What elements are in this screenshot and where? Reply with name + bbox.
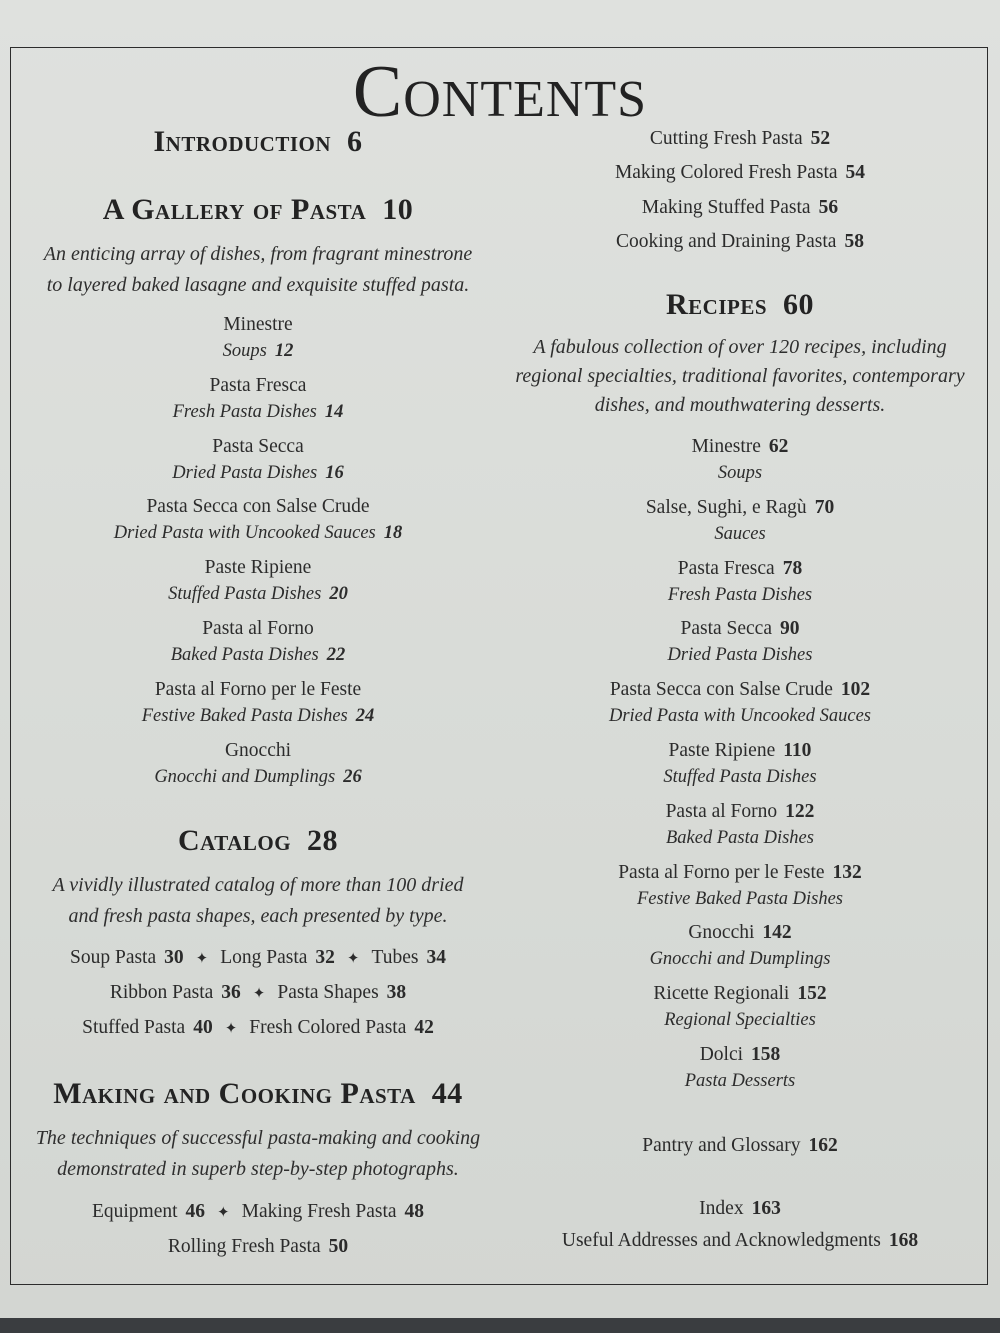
toc-row xyxy=(20,980,496,1007)
entry-subtitle: Festive Baked Pasta Dishes xyxy=(141,705,348,726)
section-title: Catalog xyxy=(177,824,292,857)
page-number: 30 xyxy=(164,947,184,968)
recipes-description xyxy=(510,333,970,420)
star-separator-icon: ✦ xyxy=(195,951,209,967)
page-number: 168 xyxy=(888,1230,919,1251)
page-number: 10 xyxy=(382,193,414,226)
entry-title: Gnocchi xyxy=(688,922,755,944)
entry-title: Minestre xyxy=(691,436,761,457)
description-line: A vividly illustrated catalog of more than 100 dried xyxy=(52,874,464,896)
entry-title: Pasta Fresca xyxy=(677,557,775,579)
star-separator-icon: ✦ xyxy=(224,1021,238,1037)
entry-subtitle-line xyxy=(20,399,496,425)
page-number: 102 xyxy=(840,679,871,701)
section-making xyxy=(20,1077,496,1111)
star-separator-icon: ✦ xyxy=(252,986,266,1002)
entry-subtitle-line xyxy=(20,703,496,729)
page-number: 70 xyxy=(814,496,835,518)
toc-entry xyxy=(510,677,970,729)
entry-subtitle-line xyxy=(510,703,970,729)
entry-title: Pasta Secca xyxy=(212,435,304,457)
entry-subtitle: Fresh Pasta Dishes xyxy=(172,401,317,422)
entry-title: Pasta al Forno xyxy=(665,800,778,822)
entry-line xyxy=(20,373,496,399)
page-title: Contents xyxy=(352,51,648,133)
section-gallery xyxy=(20,193,496,227)
page-number: 26 xyxy=(343,766,362,787)
description-line: to layered baked lasagne and exquisite stuffed pasta. xyxy=(46,274,470,296)
page-number: 28 xyxy=(307,824,339,857)
entry-subtitle-line xyxy=(510,582,970,608)
toc-entry xyxy=(510,860,970,912)
page-number: 90 xyxy=(780,618,800,640)
entry-title: Dolci xyxy=(699,1044,744,1065)
entry-line xyxy=(20,555,496,581)
entry-line xyxy=(510,1042,970,1068)
entry-title: Tubes xyxy=(371,947,419,968)
entry-title: Paste Ripiene xyxy=(204,557,312,579)
page-number: 38 xyxy=(386,982,407,1003)
entry-title: Index xyxy=(699,1198,744,1219)
entry-title: Pasta Secca con Salse Crude xyxy=(146,496,370,518)
entry-subtitle-line xyxy=(20,520,496,546)
toc-entry xyxy=(510,229,970,255)
entry-subtitle: Pasta Desserts xyxy=(684,1071,796,1091)
star-separator-icon: ✦ xyxy=(346,951,360,967)
entry-line xyxy=(20,616,496,642)
entry-subtitle: Dried Pasta Dishes xyxy=(667,645,813,666)
entry-subtitle-line xyxy=(510,764,970,790)
entry-title: Fresh Colored Pasta xyxy=(249,1017,407,1038)
entry-title: Salse, Sughi, e Ragù xyxy=(645,496,807,518)
entry-subtitle: Dried Pasta with Uncooked Sauces xyxy=(608,706,872,727)
toc-entry xyxy=(510,195,970,221)
entry-line xyxy=(510,920,970,946)
toc-entry xyxy=(510,1133,970,1159)
entry-subtitle-line xyxy=(510,1007,970,1033)
section-recipes xyxy=(510,288,970,322)
section-title: Introduction xyxy=(153,125,332,158)
page-number: 6 xyxy=(347,125,363,158)
entry-title: Useful Addresses and Acknowledgments xyxy=(561,1230,881,1251)
entry-title: Soup Pasta xyxy=(70,947,157,968)
toc-row xyxy=(20,945,496,972)
entry-title: Ribbon Pasta xyxy=(109,982,214,1003)
entry-title: Long Pasta xyxy=(220,947,308,968)
page-number: 162 xyxy=(808,1135,838,1156)
entry-line xyxy=(510,860,970,886)
entry-title: Cutting Fresh Pasta xyxy=(649,128,803,149)
section-title: A Gallery of Pasta xyxy=(102,193,367,226)
page-number: 18 xyxy=(383,523,403,544)
section-catalog xyxy=(20,824,496,858)
page-number: 62 xyxy=(768,436,789,457)
entry-subtitle: Soups xyxy=(222,341,267,361)
page-number: 44 xyxy=(431,1077,463,1110)
page-number: 32 xyxy=(315,947,335,968)
entry-title: Pasta Secca xyxy=(680,618,772,640)
entry-title: Cooking and Draining Pasta xyxy=(616,231,837,252)
page-number: 78 xyxy=(782,557,803,579)
entry-subtitle: Dried Pasta with Uncooked Sauces xyxy=(113,523,376,544)
entry-subtitle-line xyxy=(20,460,496,486)
catalog-description xyxy=(20,870,496,932)
entry-title: Making Fresh Pasta xyxy=(241,1201,397,1222)
description-line: regional specialties, traditional favorites, contemporary xyxy=(515,365,965,387)
page-number: 46 xyxy=(185,1201,206,1222)
page-number: 60 xyxy=(783,288,815,321)
entry-line xyxy=(510,981,970,1007)
description-line: dishes, and mouthwatering desserts. xyxy=(594,394,886,416)
entry-subtitle-line xyxy=(510,886,970,912)
description-line: demonstrated in superb step-by-step photographs. xyxy=(57,1158,459,1180)
toc-entry xyxy=(510,495,970,547)
page-number: 34 xyxy=(426,947,446,968)
page-number: 152 xyxy=(797,983,827,1005)
entry-title: Paste Ripiene xyxy=(668,740,776,761)
entry-subtitle: Fresh Pasta Dishes xyxy=(667,584,813,605)
entry-title: Pasta Shapes xyxy=(277,982,379,1003)
toc-entry xyxy=(20,312,496,364)
entry-line xyxy=(510,556,970,582)
entry-subtitle-line xyxy=(510,946,970,972)
left-column xyxy=(20,0,496,1333)
entry-line xyxy=(20,738,496,764)
toc-entry xyxy=(510,981,970,1033)
page-number: 22 xyxy=(326,645,346,665)
page-number: 12 xyxy=(274,341,294,361)
description-line: and fresh pasta shapes, each presented by type. xyxy=(68,905,448,927)
entry-subtitle: Sauces xyxy=(714,523,766,544)
entry-subtitle-line xyxy=(510,825,970,851)
toc-entry xyxy=(510,920,970,972)
page-number: 50 xyxy=(328,1236,349,1257)
entry-title: Pasta al Forno xyxy=(202,618,314,639)
entry-subtitle: Festive Baked Pasta Dishes xyxy=(636,888,843,909)
entry-subtitle-line xyxy=(510,1068,970,1094)
page-number: 42 xyxy=(414,1017,434,1038)
entry-subtitle-line xyxy=(20,338,496,364)
entry-subtitle: Gnocchi and Dumplings xyxy=(154,766,336,787)
toc-row xyxy=(20,1199,496,1226)
toc-entry xyxy=(510,799,970,851)
entry-title: Pasta Fresca xyxy=(209,374,307,396)
entry-title: Pasta Secca con Salse Crude xyxy=(609,679,833,701)
page-number: 163 xyxy=(751,1198,781,1219)
page-number: 36 xyxy=(221,982,241,1003)
toc-row xyxy=(20,1015,496,1042)
entry-title: Pasta al Forno per le Feste xyxy=(618,861,825,883)
entry-line xyxy=(20,677,496,703)
entry-subtitle-line xyxy=(510,642,970,668)
entry-subtitle: Stuffed Pasta Dishes xyxy=(168,584,322,605)
page-number: 158 xyxy=(751,1044,781,1065)
page-number: 40 xyxy=(193,1017,213,1038)
page-number: 20 xyxy=(329,584,348,605)
entry-subtitle-line xyxy=(510,460,970,486)
entry-line xyxy=(510,738,970,764)
entry-subtitle: Baked Pasta Dishes xyxy=(666,827,814,848)
entry-line xyxy=(20,434,496,460)
toc-entry xyxy=(510,556,970,608)
entry-line xyxy=(510,616,970,642)
star-separator-icon: ✦ xyxy=(217,1205,230,1221)
entry-title: Ricette Regionali xyxy=(653,983,790,1005)
toc-entry xyxy=(20,555,496,607)
section-title: Making and Cooking Pasta xyxy=(53,1077,416,1110)
entry-title: Minestre xyxy=(223,314,293,335)
entry-title: Pasta al Forno per le Feste xyxy=(154,678,362,700)
entry-subtitle: Soups xyxy=(717,463,763,483)
toc-entry xyxy=(20,616,496,668)
entry-line xyxy=(510,677,970,703)
page-number: 56 xyxy=(818,197,839,218)
entry-subtitle-line xyxy=(510,521,970,547)
toc-entry xyxy=(510,126,970,152)
page-number: 16 xyxy=(325,462,344,483)
toc-entry xyxy=(510,160,970,186)
toc-entry xyxy=(510,616,970,668)
toc-entry xyxy=(510,1042,970,1094)
toc-entry xyxy=(20,494,496,546)
entry-title: Stuffed Pasta xyxy=(82,1017,186,1038)
entry-subtitle-line xyxy=(20,581,496,607)
page-number: 54 xyxy=(845,162,866,183)
entry-line xyxy=(510,799,970,825)
toc-entry xyxy=(510,1196,970,1222)
page-number: 52 xyxy=(810,128,831,149)
entry-subtitle: Baked Pasta Dishes xyxy=(170,645,319,665)
toc-row xyxy=(20,1234,496,1260)
making-description xyxy=(20,1123,496,1185)
entry-subtitle-line xyxy=(20,642,496,668)
page-number: 110 xyxy=(783,740,812,761)
section-title: Recipes xyxy=(665,288,768,321)
entry-subtitle: Stuffed Pasta Dishes xyxy=(663,767,817,787)
page-number: 142 xyxy=(762,922,792,944)
toc-entry xyxy=(510,738,970,790)
toc-entry xyxy=(20,434,496,486)
toc-entry xyxy=(20,738,496,790)
toc-entry xyxy=(510,434,970,486)
entry-line xyxy=(510,495,970,521)
page-number: 24 xyxy=(355,705,375,726)
entry-line xyxy=(20,312,496,338)
entry-title: Equipment xyxy=(91,1201,178,1222)
entry-title: Pantry and Glossary xyxy=(642,1135,801,1156)
entry-title: Making Colored Fresh Pasta xyxy=(614,162,838,183)
entry-title: Making Stuffed Pasta xyxy=(641,197,811,218)
section-introduction xyxy=(20,125,496,159)
entry-line xyxy=(510,434,970,460)
toc-entry xyxy=(20,373,496,425)
right-column xyxy=(510,0,970,1333)
description-line: The techniques of successful pasta-making and cooking xyxy=(35,1127,481,1149)
toc-entry xyxy=(510,1228,970,1254)
page-number: 48 xyxy=(404,1201,425,1222)
entry-subtitle: Regional Specialties xyxy=(664,1010,816,1031)
page-number: 132 xyxy=(832,861,862,883)
gallery-description xyxy=(20,239,496,301)
page-number: 14 xyxy=(324,401,344,422)
page-number: 122 xyxy=(785,800,815,822)
entry-subtitle: Gnocchi and Dumplings xyxy=(649,949,831,970)
entry-subtitle-line xyxy=(20,764,496,790)
description-line: A fabulous collection of over 120 recipes, including xyxy=(533,336,947,358)
entry-title: Rolling Fresh Pasta xyxy=(167,1236,321,1257)
entry-subtitle: Dried Pasta Dishes xyxy=(172,462,318,483)
entry-title: Gnocchi xyxy=(224,739,292,761)
entry-line xyxy=(20,494,496,520)
description-line: An enticing array of dishes, from fragrant minestrone xyxy=(43,243,473,265)
toc-entry xyxy=(20,677,496,729)
page-number: 58 xyxy=(844,231,864,252)
